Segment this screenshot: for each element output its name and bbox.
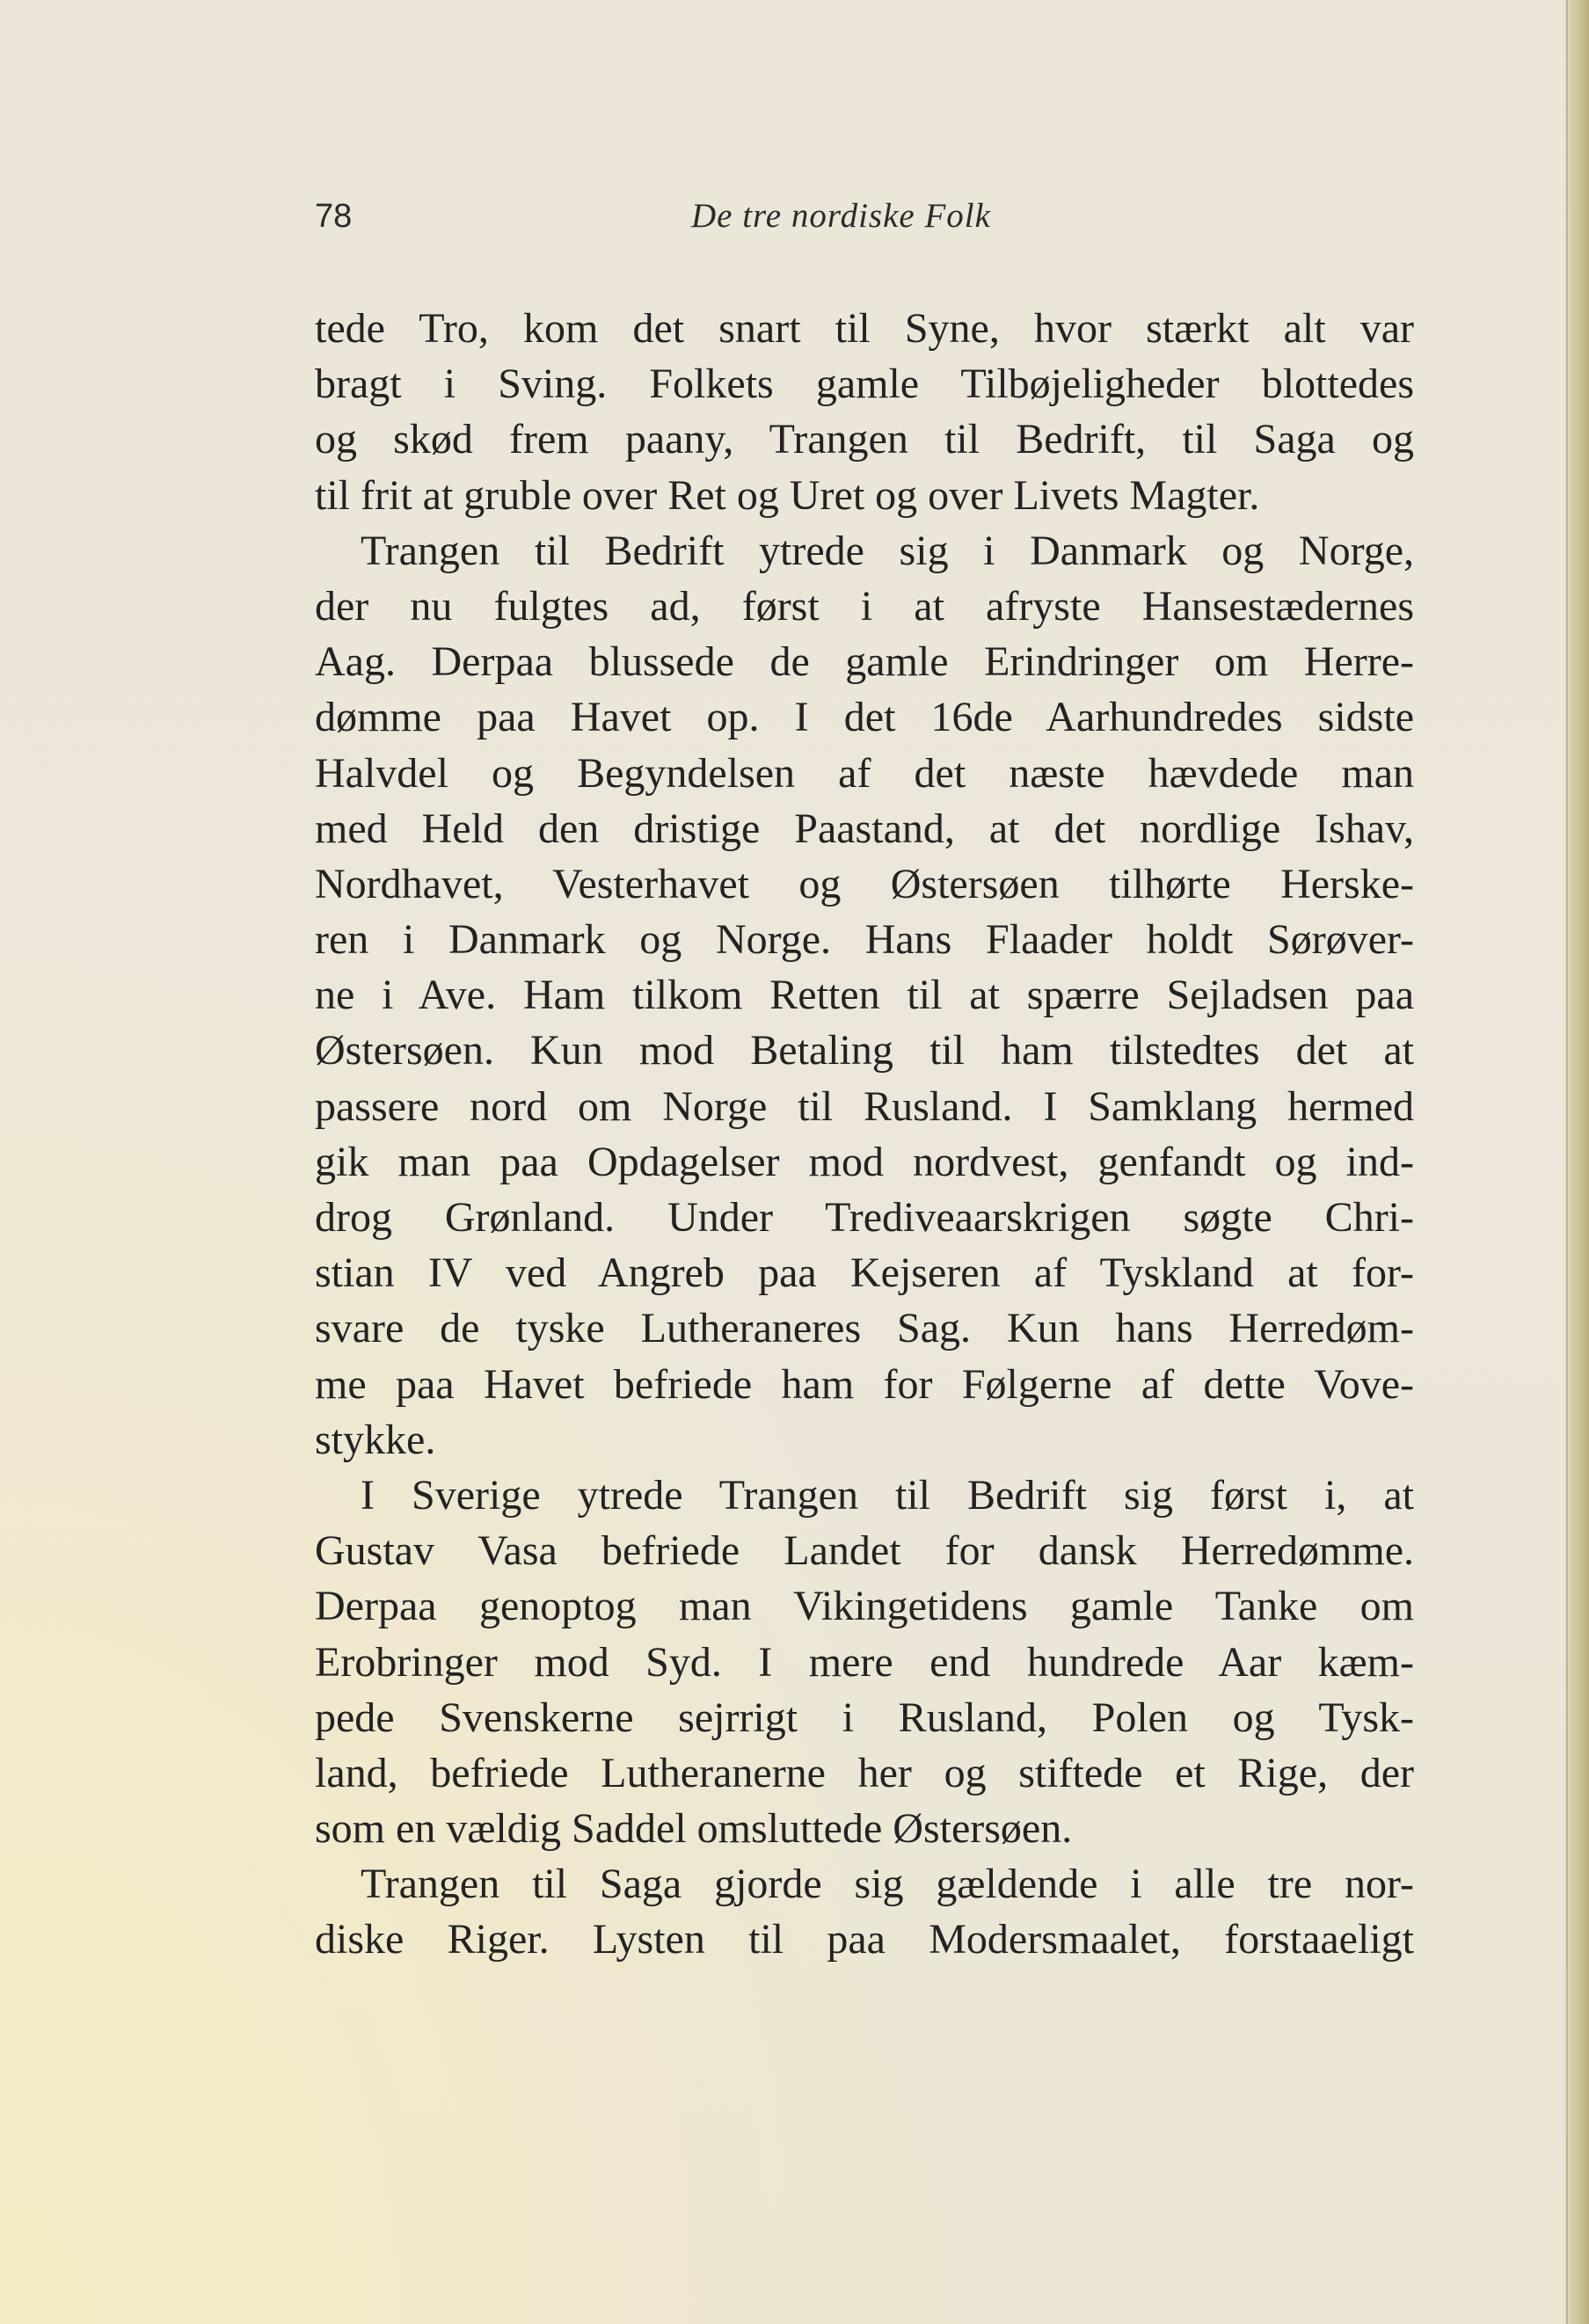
text-line: drog Grønland. Under Trediveaarskrigen søgte Chri- xyxy=(315,1194,1414,1241)
body-text xyxy=(315,301,1414,1968)
text-line: Trangen til Bedrift ytrede sig i Danmark og Norge, xyxy=(361,527,1414,574)
text-line: gik man paa Opdagelser mod nordvest, genfandt og ind- xyxy=(315,1138,1414,1185)
text-line: me paa Havet befriede ham for Følgerne af dette Vove- xyxy=(315,1360,1414,1408)
text-line: dømme paa Havet op. I det 16de Aarhundredes sidste xyxy=(315,694,1414,741)
text-line: diske Riger. Lysten til paa Modersmaalet, forstaaeligt xyxy=(315,1916,1414,1963)
text-line: ne i Ave. Ham tilkom Retten til at spærre Sejladsen paa xyxy=(315,972,1414,1019)
text-line: stykke. xyxy=(315,1416,436,1463)
text-line: I Sverige ytrede Trangen til Bedrift sig først i, at xyxy=(361,1471,1414,1519)
text-line: Erobringer mod Syd. I mere end hundrede Aar kæm- xyxy=(315,1638,1414,1686)
text-line: ren i Danmark og Norge. Hans Flaader holdt Sørøver- xyxy=(315,916,1414,964)
text-line: Østersøen. Kun mod Betaling til ham tilstedtes det at xyxy=(315,1027,1414,1075)
text-line: Halvdel og Begyndelsen af det næste hævdede man xyxy=(315,749,1414,797)
text-line: med Held den dristige Paastand, at det nordlige Ishav, xyxy=(315,805,1414,852)
page-number: 78 xyxy=(315,198,353,235)
text-line: Aag. Derpaa blussede de gamle Erindringer om Herre- xyxy=(315,638,1414,686)
text-line: Derpaa genoptog man Vikingetidens gamle Tanke om xyxy=(315,1583,1414,1630)
text-line: svare de tyske Lutheraneres Sag. Kun hans Herredøm- xyxy=(315,1305,1414,1352)
text-line: Nordhavet, Vesterhavet og Østersøen tilhørte Herske- xyxy=(315,860,1414,907)
text-line: stian IV ved Angreb paa Kejseren af Tyskland at for- xyxy=(315,1249,1414,1297)
text-line: der nu fulgtes ad, først i at afryste Hansestædernes xyxy=(315,582,1414,630)
text-line: tede Tro, kom det snart til Syne, hvor stærkt alt var xyxy=(315,305,1414,352)
running-head xyxy=(315,193,1038,246)
page-edge-line xyxy=(1566,0,1568,2324)
text-line: og skød frem paany, Trangen til Bedrift, til Saga og xyxy=(315,416,1414,463)
text-line: til frit at gruble over Ret og Uret og over Livets Magter. xyxy=(315,471,1260,519)
running-title: De tre nordiske Folk xyxy=(691,197,991,235)
text-line: bragt i Sving. Folkets gamle Tilbøjeligheder blottedes xyxy=(315,361,1414,408)
text-line: land, befriede Lutheranerne her og stiftede et Rige, der xyxy=(315,1749,1414,1796)
text-line: pede Svenskerne sejrrigt i Rusland, Polen og Tysk- xyxy=(315,1694,1414,1741)
text-line: Trangen til Saga gjorde sig gældende i alle tre nor- xyxy=(361,1861,1414,1908)
text-line: Gustav Vasa befriede Landet for dansk Herredømme. xyxy=(315,1527,1414,1575)
text-line: som en vældig Saddel omsluttede Østersøen. xyxy=(315,1805,1073,1853)
text-line: passere nord om Norge til Rusland. I Samklang hermed xyxy=(315,1082,1414,1130)
